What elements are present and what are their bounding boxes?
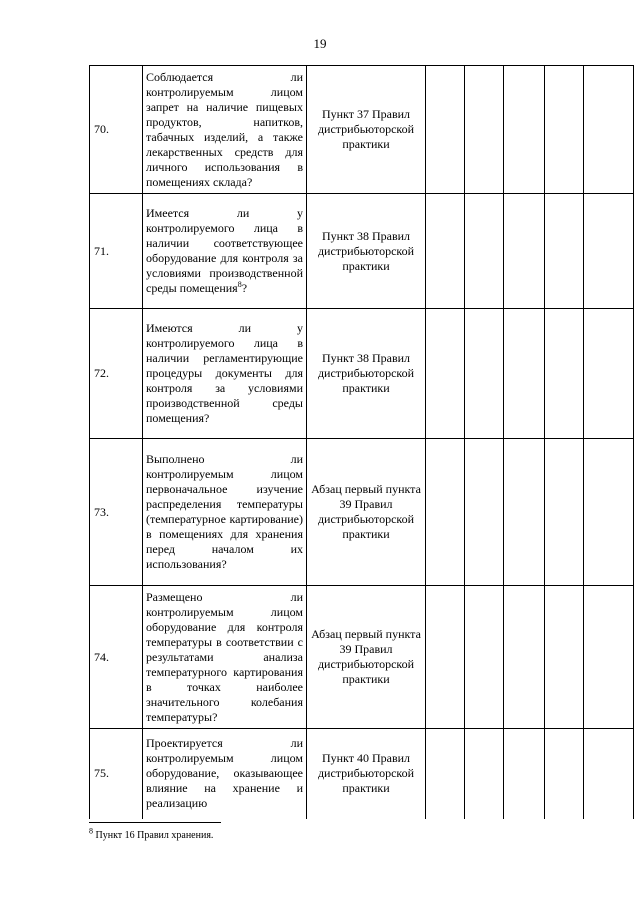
empty-cell (545, 439, 584, 586)
table-row (90, 66, 634, 194)
empty-cell (545, 194, 584, 309)
empty-cell (465, 66, 504, 194)
table-row (90, 729, 634, 819)
row-number: 73. (90, 439, 143, 586)
table-row (90, 309, 634, 439)
question-cell: Имеются ли у контролируемого лица в наличии регламентирующие процедуры документы для контроля за условиями производственной среды помещения? (143, 309, 307, 439)
footnote-text: Пункт 16 Правил хранения. (93, 830, 214, 841)
table-row (90, 439, 634, 586)
empty-cell (504, 586, 545, 729)
empty-cell (426, 439, 465, 586)
empty-cell (426, 729, 465, 819)
empty-cell (426, 66, 465, 194)
reference-cell: Пункт 40 Правил дистрибьюторской практики (307, 729, 426, 819)
row-number: 70. (90, 66, 143, 194)
empty-cell (465, 586, 504, 729)
empty-cell (584, 586, 634, 729)
empty-cell (465, 439, 504, 586)
table-row (90, 194, 634, 309)
empty-cell (504, 194, 545, 309)
footnote (89, 826, 214, 841)
footnote-mark: 8 (89, 826, 93, 836)
empty-cell (545, 729, 584, 819)
table-row (90, 586, 634, 729)
empty-cell (504, 729, 545, 819)
question-cell: Соблюдается ли контролируемым лицом запрет на наличие пищевых продуктов, напитков, табачных изделий, а также лекарственных средств для личного использования в помещениях склада? (143, 66, 307, 194)
row-number: 74. (90, 586, 143, 729)
question-end: ? (241, 281, 248, 295)
empty-cell (545, 586, 584, 729)
row-number: 71. (90, 194, 143, 309)
empty-cell (465, 194, 504, 309)
empty-cell (426, 586, 465, 729)
reference-cell: Пункт 38 Правил дистрибьюторской практики (307, 309, 426, 439)
question-cell: Размещено ли контролируемым лицом оборудование для контроля температуры в соответствии с результатами анализа температурного картирования в точках наиболее значительного колебания температуры? (143, 586, 307, 729)
question-cell (143, 194, 307, 309)
footnote-reference: 8 (237, 280, 242, 289)
question-text: Имеется ли у контролируемого лица в наличии соответствующее оборудование для контроля за условиями производственной среды помещения (146, 206, 303, 295)
empty-cell (504, 66, 545, 194)
empty-cell (465, 729, 504, 819)
empty-cell (504, 309, 545, 439)
empty-cell (584, 439, 634, 586)
empty-cell (584, 309, 634, 439)
checklist-table (89, 65, 634, 819)
row-number: 75. (90, 729, 143, 819)
empty-cell (545, 66, 584, 194)
reference-cell: Абзац первый пункта 39 Правил дистрибьюторской практики (307, 586, 426, 729)
empty-cell (504, 439, 545, 586)
reference-cell: Пункт 37 Правил дистрибьюторской практики (307, 66, 426, 194)
row-number: 72. (90, 309, 143, 439)
footnote-separator (89, 822, 221, 823)
empty-cell (584, 66, 634, 194)
empty-cell (584, 194, 634, 309)
reference-cell: Пункт 38 Правил дистрибьюторской практики (307, 194, 426, 309)
reference-cell: Абзац первый пункта 39 Правил дистрибьюторской практики (307, 439, 426, 586)
empty-cell (545, 309, 584, 439)
question-cell: Проектируется ли контролируемым лицом оборудование, оказывающее влияние на хранение и реализацию (143, 729, 307, 819)
empty-cell (465, 309, 504, 439)
page-number: 19 (313, 36, 327, 51)
empty-cell (584, 729, 634, 819)
empty-cell (426, 309, 465, 439)
empty-cell (426, 194, 465, 309)
question-cell: Выполнено ли контролируемым лицом первоначальное изучение распределения температуры (температурное картирование) в помещениях для хранения перед началом их использования? (143, 439, 307, 586)
